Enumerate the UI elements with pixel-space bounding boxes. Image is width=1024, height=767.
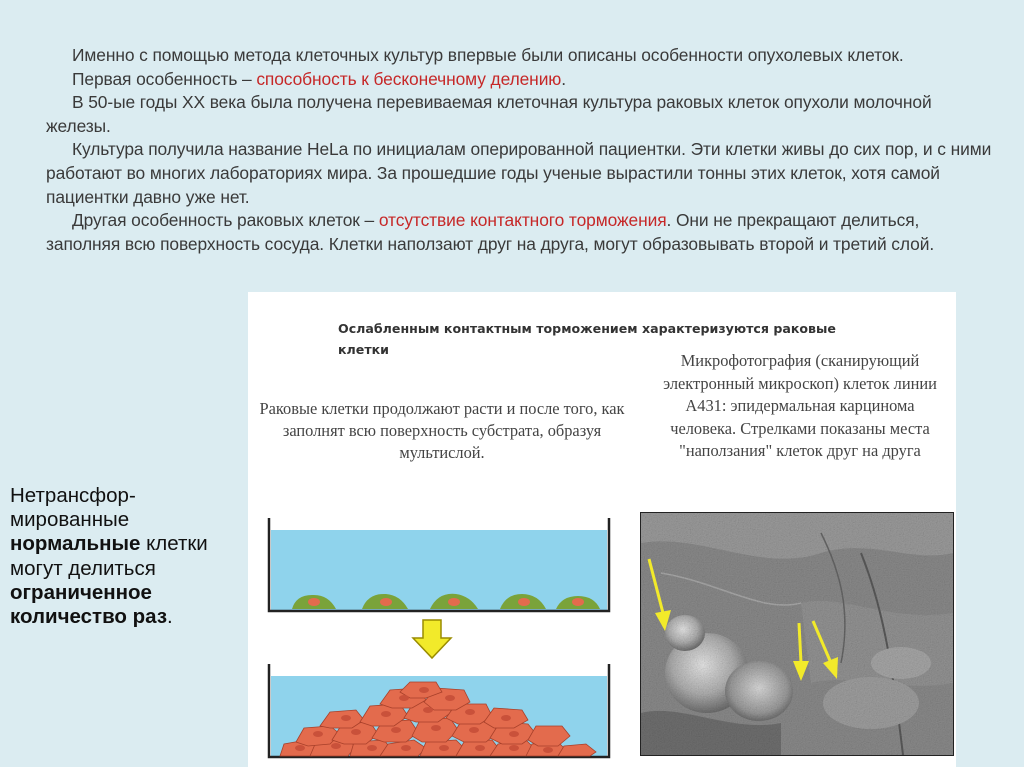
micrograph-caption: Микрофотография (сканирующий электронный микроскоп) клеток линии А431: эпидермальная карцинома человека. Стрелками показаны места "наползания" клеток друг на друга: [663, 351, 937, 461]
paragraph-4: Культура получила название НеLа по инициалам оперированной пациентки. Эти клетки живы до сих пор, и с ними работают во многих лабораториях мира. За прошедшие годы ученые вырастили тонны этих клеток, хотя самой пациентки давно уже нет.: [46, 139, 992, 207]
paragraph-3: В 50-ые годы ХХ века была получена перевиваемая клеточная культура раковых клеток опухоли молочной железы.: [46, 92, 932, 136]
side-note: [10, 484, 242, 629]
side-note-limited: ограниченное количество раз: [10, 580, 168, 629]
paragraph-5-suffix: . Они не прекращают делиться, заполняя всю поверхность сосуда. Клетки наползают друг на друга, могут образовывать второй и третий слой.: [46, 210, 935, 254]
paragraph-2-suffix: .: [561, 68, 566, 89]
side-note-text: клетки могут делиться: [10, 532, 208, 580]
side-note-normal: нормальные: [10, 532, 141, 556]
side-note-line-1: Нетрансфор-мированные: [10, 484, 136, 532]
dish-cancer-cells: [269, 664, 609, 757]
illustration-panel: [248, 292, 956, 767]
diagram-caption: Раковые клетки продолжают расти и после того, как заполнят всю поверхность субстрата, образуя мультислой.: [259, 399, 625, 462]
highlight-infinite-division: способность к бесконечному делению: [256, 68, 562, 89]
paragraph-1: Именно с помощью метода клеточных культур впервые были описаны особенности опухолевых клеток.: [72, 45, 904, 65]
main-text: [46, 44, 994, 256]
panel-heading: Ослабленным контактным торможением характеризуются раковые клетки: [338, 321, 836, 357]
paragraph-5-prefix: Другая особенность раковых клеток –: [72, 210, 379, 231]
sem-micrograph: [640, 512, 954, 756]
dish-normal-cells: [269, 518, 609, 611]
paragraph-5: [46, 209, 994, 256]
down-arrow-icon: [413, 620, 451, 658]
paragraph-2: [46, 68, 994, 92]
highlight-no-contact-inhibition: отсутствие контактного торможения: [378, 210, 667, 231]
paragraph-2-prefix: Первая особенность –: [72, 68, 257, 89]
cell-growth-diagram: [260, 514, 620, 764]
side-note-period: .: [167, 605, 173, 629]
